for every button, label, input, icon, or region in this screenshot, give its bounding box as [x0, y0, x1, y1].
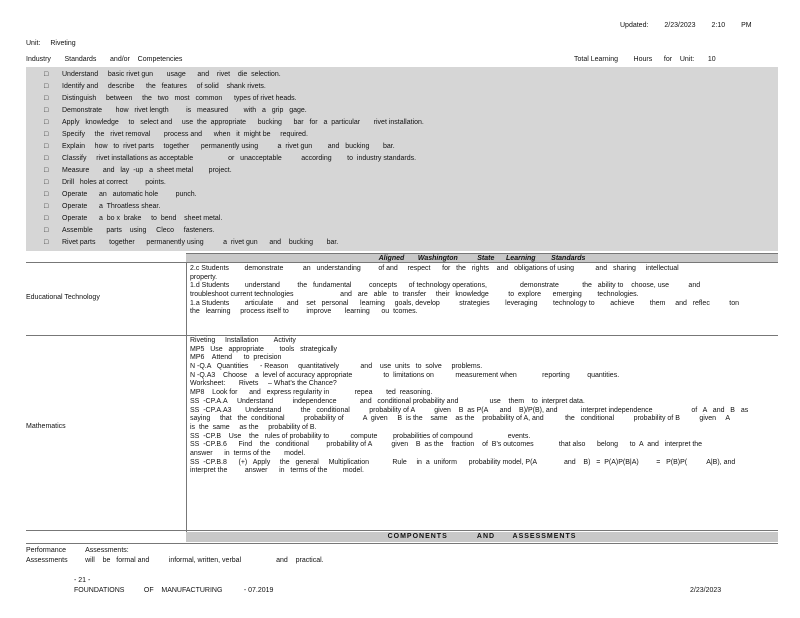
performance-line-1: Performance Assessments:	[26, 547, 129, 554]
checkbox-bullet-icon: □	[44, 83, 49, 90]
standard-line: saying that the conditional probability of A given B is the same as the probability of A, and the conditional probability of B given A	[190, 415, 731, 423]
checkbox-bullet-icon: □	[44, 227, 49, 234]
checkbox-bullet-icon: □	[44, 131, 49, 138]
standard-line: MP6 Attend to precision	[190, 354, 282, 362]
standard-line: is the same as the probability of B.	[190, 423, 317, 431]
standard-line: Riveting Installation Activity	[190, 337, 296, 344]
checkbox-bullet-icon: □	[44, 155, 49, 162]
checkbox-bullet-icon: □	[44, 215, 49, 222]
section-content-math	[190, 337, 776, 476]
competency-text: Specify the rivet removal process and when it might be required.	[62, 131, 308, 138]
components-title	[186, 532, 778, 542]
standard-line: troubleshoot current technologies and are able to transfer their knowledge to explore emerging technologies.	[190, 291, 639, 299]
competencies-list	[26, 67, 778, 251]
checkbox-bullet-icon: □	[44, 119, 49, 126]
checkbox-bullet-icon: □	[44, 167, 49, 174]
updated-label: Updated:	[620, 22, 649, 29]
competency-text: Identify and describe the features of solid shank rivets.	[62, 83, 266, 90]
aligned-standards-title-text: Aligned Washington State Learning Standards	[378, 255, 586, 262]
competency-text: Explain how to rivet parts together permanently using a rivet gun and bucking bar.	[62, 143, 395, 150]
unit-label: Unit:	[26, 40, 41, 47]
performance-assessments	[26, 546, 324, 566]
standard-line: SS -CP.B.8 (+) Apply the general Multiplication Rule in a uniform probability model, P(A and B) = P(A)P(B|A) = P(B)P( A|B), and	[190, 458, 736, 466]
checkbox-bullet-icon: □	[44, 95, 49, 102]
section-content-edtech	[190, 265, 776, 317]
checkbox-bullet-icon: □	[44, 71, 49, 78]
standards-header	[26, 56, 780, 66]
checkbox-bullet-icon: □	[44, 203, 49, 210]
standard-line: interpret the answer in terms of the model.	[190, 467, 364, 475]
standard-line: N -Q.A3 Choose a level of accuracy appropriate to limitations on measurement when reporting quantities.	[190, 371, 620, 379]
standard-line: 2.c Students demonstrate an understanding of and respect for the rights and obligations of using and sharing intellectual	[190, 265, 679, 272]
standard-line: SS -CP.A.A3 Understand the conditional probability of A given B as P(A and B)/P(B), and interpret independence of A and B as	[190, 406, 749, 414]
footer-left: FOUNDATIONS OF MANUFACTURING - 07.2019	[74, 587, 274, 594]
standard-line: 1.d Students understand the fundamental concepts of technology operations, demonstrate the ability to choose, use and	[190, 282, 701, 290]
competency-text: Demonstrate how rivet length is measured with a grip gage.	[62, 107, 307, 114]
standard-line: SS -CP.B Use the rules of probability to compute probabilities of compound events.	[190, 432, 531, 440]
updated-date: 2/23/2023	[664, 22, 696, 29]
standard-line: N -Q.A Quantities - Reason quantitatively and use units to solve problems.	[190, 363, 483, 371]
divider	[26, 543, 778, 544]
competency-text: Assemble parts using Cleco fasteners.	[62, 227, 215, 234]
footer-page-number: - 21 -	[74, 577, 91, 584]
updated-ampm: PM	[741, 22, 752, 29]
standard-line: 1.a Students articulate and set personal learning goals, develop strategies leveraging technology to achieve them and reflec ton	[190, 299, 740, 307]
competency-text: Drill holes at correct points.	[62, 179, 166, 186]
competency-text: Apply knowledge to select and use the appropriate bucking bar for a particular rivet installation.	[62, 119, 424, 126]
checkbox-bullet-icon: □	[44, 107, 49, 114]
divider	[26, 530, 778, 531]
unit-line	[26, 40, 76, 47]
competency-text: Understand basic rivet gun usage and rivet die selection.	[62, 71, 281, 78]
standard-line: MP5 Use appropriate tools strategically	[190, 345, 338, 353]
checkbox-bullet-icon: □	[44, 191, 49, 198]
checkbox-bullet-icon: □	[44, 239, 49, 246]
standard-line: property.	[190, 273, 218, 281]
competency-text: Operate a Throatless shear.	[62, 203, 161, 210]
standard-line: SS -CP.A.A Understand independence and conditional probability and use them to interpret data.	[190, 397, 585, 405]
competency-text: Rivet parts together permanently using a rivet gun and bucking bar.	[62, 239, 339, 246]
standard-line: the learning process itself to improve learning ou tcomes.	[190, 308, 418, 316]
updated-time: 2:10	[711, 22, 726, 29]
competency-text: Measure and lay -up a sheet metal project.	[62, 167, 232, 174]
section-label-math: Mathematics	[26, 423, 66, 430]
competency-text: Distinguish between the two most common types of rivet heads.	[62, 95, 297, 102]
checkbox-bullet-icon: □	[44, 143, 49, 150]
components-title-text: COMPONENTS AND ASSESSMENTS	[387, 533, 577, 540]
divider	[26, 335, 778, 336]
competency-text: Classify rivet installations as acceptable or unacceptable according to industry standards.	[62, 155, 417, 162]
competency-text: Operate a bo x brake to bend sheet metal.	[62, 215, 223, 222]
updated-stamp	[620, 22, 766, 29]
standard-line: answer in terms of the model.	[190, 449, 306, 457]
standards-header-right: Total Learning Hours for Unit: 10	[574, 56, 716, 63]
section-label-edtech: Educational Technology	[26, 294, 100, 301]
standard-line: MP8 Look for and express regularity in repea ted reasoning.	[190, 389, 433, 397]
footer-date: 2/23/2023	[690, 587, 722, 594]
unit-value: Riveting	[50, 40, 76, 47]
divider	[26, 262, 778, 263]
competency-text: Operate an automatic hole punch.	[62, 191, 197, 198]
column-divider	[186, 262, 187, 532]
standard-line: Worksheet: Rivets – What’s the Chance?	[190, 380, 337, 388]
standards-header-left: Industry Standards and/or Competencies	[26, 56, 183, 63]
performance-line-2: Assessments will be formal and informal, written, verbal and practical.	[26, 557, 324, 564]
checkbox-bullet-icon: □	[44, 179, 49, 186]
standard-line: SS -CP.B.6 Find the conditional probability of A given B as the fraction of B's outcomes that also belong to A and interpret the	[190, 441, 703, 449]
